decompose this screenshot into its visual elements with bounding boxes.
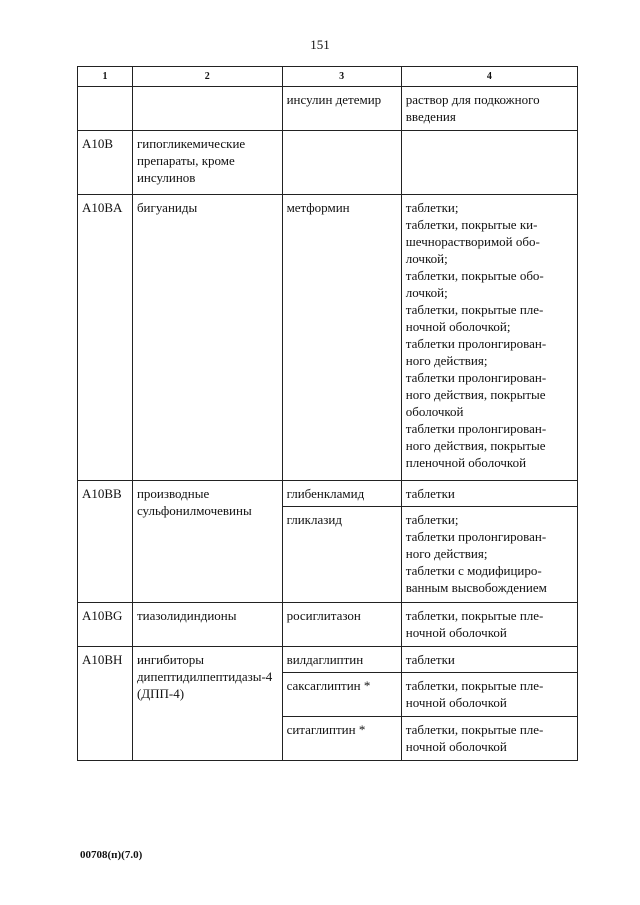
form-line: лочкой; (405, 251, 448, 266)
substance-cell: саксаглиптин * (282, 673, 401, 717)
table-header-row (78, 67, 578, 87)
dosage-form-cell (401, 717, 577, 761)
atc-code-cell: A10B (78, 131, 133, 195)
table-row (78, 87, 578, 131)
atc-code-cell: A10BG (78, 603, 133, 647)
form-line: таблетки; (405, 200, 459, 215)
form-line: ночной оболочкой (405, 625, 507, 640)
form-line: ного действия, покрытые (405, 438, 546, 453)
dosage-form-cell (401, 195, 577, 481)
form-line: ванным высвобождением (405, 580, 547, 595)
atc-code-cell: A10BA (78, 195, 133, 481)
form-line: ного действия, покрытые (405, 387, 546, 402)
form-line: таблетки пролонгирован- (405, 370, 547, 385)
form-line: таблетки; (405, 512, 459, 527)
form-line: раствор для подкожного (405, 92, 540, 107)
form-line: таблетки, покрытые ки- (405, 217, 538, 232)
dosage-form-cell (401, 603, 577, 647)
form-line: таблетки (405, 486, 455, 501)
form-line: таблетки, покрытые пле- (405, 302, 544, 317)
column-header-1: 1 (78, 67, 133, 87)
group-cell: бигуаниды (132, 195, 282, 481)
form-line: лочкой; (405, 285, 448, 300)
form-line: ночной оболочкой (405, 695, 507, 710)
table-row (78, 647, 578, 673)
atc-code-cell (78, 87, 133, 131)
group-cell (132, 87, 282, 131)
dosage-form-cell (401, 673, 577, 717)
form-line: ного действия; (405, 353, 488, 368)
form-line: таблетки пролонгирован- (405, 336, 547, 351)
form-line: таблетки с модифициро- (405, 563, 542, 578)
page-number: 151 (310, 37, 330, 52)
form-line: ночной оболочкой; (405, 319, 511, 334)
column-header-4: 4 (401, 67, 577, 87)
form-line: таблетки пролонгирован- (405, 529, 547, 544)
drug-table (77, 66, 578, 761)
form-line: таблетки, покрытые пле- (405, 678, 544, 693)
form-line: таблетки, покрытые пле- (405, 722, 544, 737)
form-line: ночной оболочкой (405, 739, 507, 754)
form-line: таблетки пролонгирован- (405, 421, 547, 436)
form-line: оболочкой (405, 404, 464, 419)
atc-code-cell: A10BB (78, 481, 133, 603)
document-footer-code: 00708(п)(7.0) (80, 849, 143, 861)
form-line: ного действия; (405, 546, 488, 561)
dosage-form-cell (401, 87, 577, 131)
substance-cell: метформин (282, 195, 401, 481)
form-line: таблетки, покрытые пле- (405, 608, 544, 623)
column-header-2: 2 (132, 67, 282, 87)
dosage-form-cell (401, 131, 577, 195)
column-header-3: 3 (282, 67, 401, 87)
form-line: шечнорастворимой обо- (405, 234, 540, 249)
atc-code-cell: A10BH (78, 647, 133, 761)
form-line: пленочной оболочкой (405, 455, 527, 470)
form-line: таблетки, покрытые обо- (405, 268, 544, 283)
substance-cell: инсулин детемир (282, 87, 401, 131)
table-row (78, 195, 578, 481)
substance-cell: вилдаглиптин (282, 647, 401, 673)
substance-cell: ситаглиптин * (282, 717, 401, 761)
group-cell: гипогликемические препараты, кроме инсулинов (132, 131, 282, 195)
substance-cell (282, 131, 401, 195)
dosage-form-cell (401, 507, 577, 603)
table-row (78, 481, 578, 507)
form-line: таблетки (405, 652, 455, 667)
substance-cell: росиглитазон (282, 603, 401, 647)
table-row (78, 603, 578, 647)
group-cell: производные сульфонилмочевины (132, 481, 282, 603)
substance-cell: глибенкламид (282, 481, 401, 507)
dosage-form-cell (401, 481, 577, 507)
substance-cell: гликлазид (282, 507, 401, 603)
form-line: введения (405, 109, 456, 124)
dosage-form-cell (401, 647, 577, 673)
group-cell: тиазолидиндионы (132, 603, 282, 647)
table-row (78, 131, 578, 195)
group-cell: ингибиторы дипептидилпептидазы-4 (ДПП-4) (132, 647, 282, 761)
